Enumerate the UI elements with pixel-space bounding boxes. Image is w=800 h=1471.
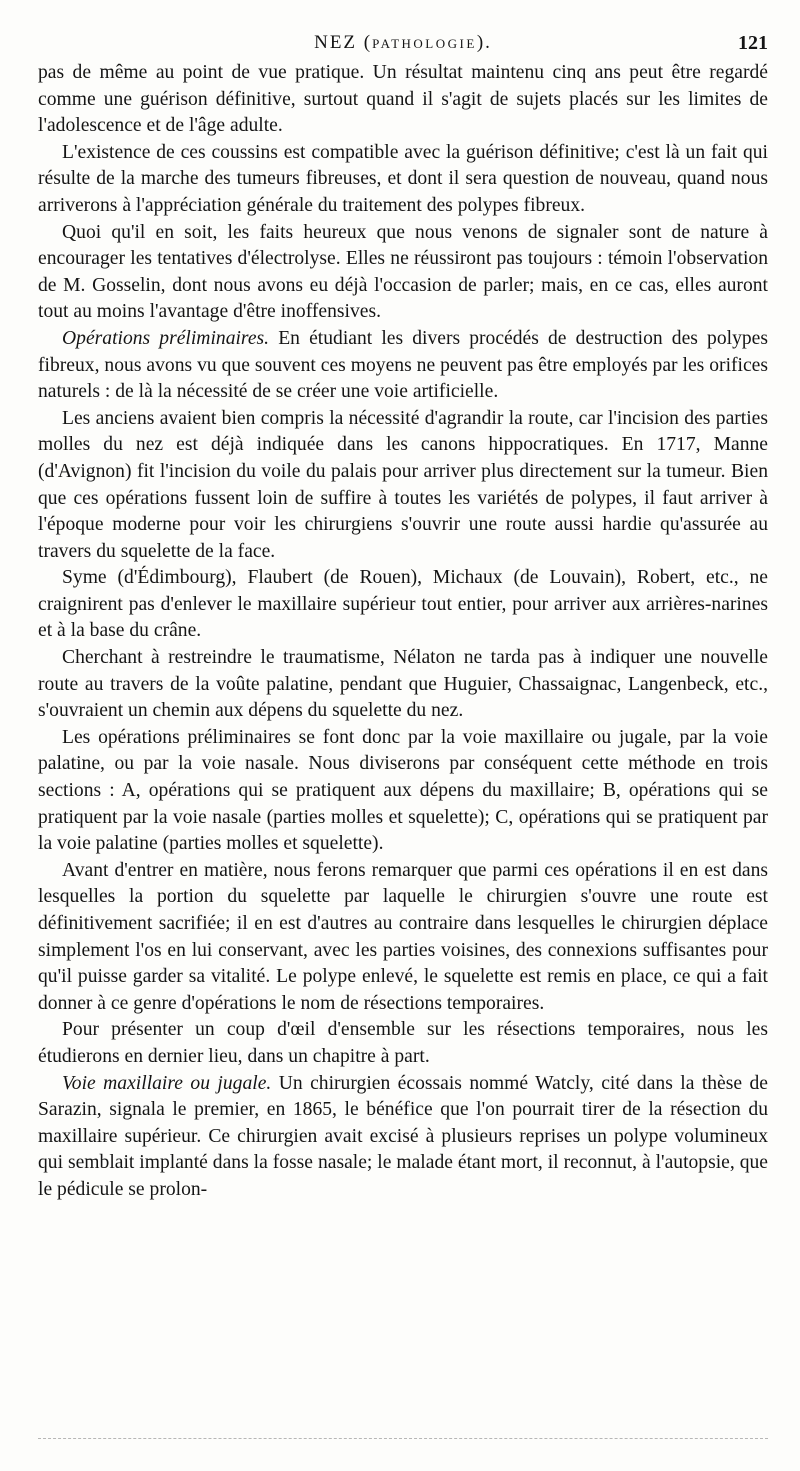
running-title — [38, 32, 768, 54]
paragraph-text: En étudiant les divers procédés de destruction des polypes fibreux, nous avons vu que souvent ces moyens ne peuvent pas être employés par les orifices naturels : de là la nécessité de se créer une voie artificielle. — [38, 327, 769, 403]
paragraph — [38, 406, 768, 566]
running-header — [38, 32, 768, 60]
running-title-main: NEZ ( — [314, 32, 373, 53]
paragraph-text: Les anciens avaient bien compris la nécessité d'agrandir la route, car l'incision des parties molles du nez est déjà indiquée dans les canons hippocratiques. En 1717, Manne (d'Avignon) fit l'incision du voile du palais pour arriver plus directement sur la tumeur. Bien que ces opérations fussent loin de suffire à toutes les variétés de polypes, il faut arriver à l'époque moderne pour voir les chirurgiens s'ouvrir une route aussi hardie qu'assurée au travers du squelette de la face. — [38, 407, 768, 562]
paragraph-text: Syme (d'Édimbourg), Flaubert (de Rouen), Michaux (de Louvain), Robert, etc., ne craignirent pas d'enlever le maxillaire supérieur tout entier, pour arriver aux arrières-narines et à la base du crâne. — [38, 567, 768, 642]
paragraph-text: Les opérations préliminaires se font donc par la voie maxillaire ou jugale, par la voie palatine, ou par la voie nasale. Nous diviserons par conséquent cette méthode en trois sections : A, opérations qui se pratiquent aux dépens du maxillaire; B, opérations qui se pratiquent par la voie nasale (parties molles et squelette); C, opérations qui se pratiquent par la voie palatine (parties molles et squelette). — [38, 726, 768, 855]
paragraph — [38, 1017, 768, 1070]
paragraph — [38, 645, 768, 725]
paragraph — [38, 725, 768, 858]
paragraph-lead-italic: Opérations préliminaires. — [62, 327, 270, 349]
page-number: 121 — [738, 32, 768, 54]
paragraph-continuation — [38, 60, 768, 140]
paragraph — [38, 220, 768, 326]
paragraph-text: L'existence de ces coussins est compatible avec la guérison définitive; c'est là un fait qui résulte de la marche des tumeurs fibreuses, et dont il sera question de nouveau, quand nous arriverons à l'appréciation générale du traitement des polypes fibreux. — [38, 141, 768, 216]
paragraph-text: Avant d'entrer en matière, nous ferons remarquer que parmi ces opérations il en est dans lesquelles la portion du squelette par laquelle le chirurgien s'ouvre une route est définitivement sacrifiée; il en est d'autres au contraire dans lesquelles le chirurgien déplace simplement l'os en lui conservant, avec les parties voisines, des connexions suffisantes pour qu'il puisse garder sa vitalité. Le polype enlevé, le squelette est remis en place, ce qui a fait donner à ce genre d'opérations le nom de résections temporaires. — [38, 859, 768, 1014]
paragraph-text: Pour présenter un coup d'œil d'ensemble sur les résections temporaires, nous les étudierons en dernier lieu, dans un chapitre à part. — [38, 1019, 768, 1067]
running-title-small-caps: PATHOLOGIE — [372, 36, 477, 51]
paragraph — [38, 140, 768, 220]
paragraph-text: pas de même au point de vue pratique. Un résultat maintenu cinq ans peut être regardé comme une guérison définitive, surtout quand il s'agit de sujets placés sur les limites de l'adolescence et de l'âge adulte. — [38, 62, 768, 137]
paragraph-voie-maxillaire — [38, 1071, 768, 1204]
paragraph-text: Un chirurgien écossais nommé Watcly, cité dans la thèse de Sarazin, signala le premier, en 1865, le bénéfice que l'on pourrait tirer de la résection du maxillaire supérieur. Ce chirurgien avait excisé à plusieurs reprises un polype volumineux qui semblait implanté dans la fosse nasale; le malade étant mort, il reconnut, à l'autopsie, que le pédicule se prolon- — [38, 1072, 768, 1200]
paragraph-lead-italic: Voie maxillaire ou jugale. — [62, 1072, 272, 1094]
bottom-page-rule — [38, 1438, 768, 1439]
paragraph-text: Quoi qu'il en soit, les faits heureux que nous venons de signaler sont de nature à encourager les tentatives d'électrolyse. Elles ne réussiront pas toujours : témoin l'observation de M. Gosselin, dont nous avons eu déjà l'occasion de parler; mais, en ce cas, elles auront tout au moins l'avantage d'être inoffensives. — [38, 221, 768, 323]
paragraph — [38, 565, 768, 645]
body-text — [38, 60, 768, 1204]
paragraph-text: Cherchant à restreindre le traumatisme, Nélaton ne tarda pas à indiquer une nouvelle route au travers de la voûte palatine, pendant que Huguier, Chassaignac, Langenbeck, etc., s'ouvraient un chemin aux dépens du squelette du nez. — [38, 647, 768, 722]
paragraph-operations-preliminaires — [38, 326, 768, 406]
paragraph — [38, 858, 768, 1018]
running-title-end: ). — [476, 32, 492, 53]
